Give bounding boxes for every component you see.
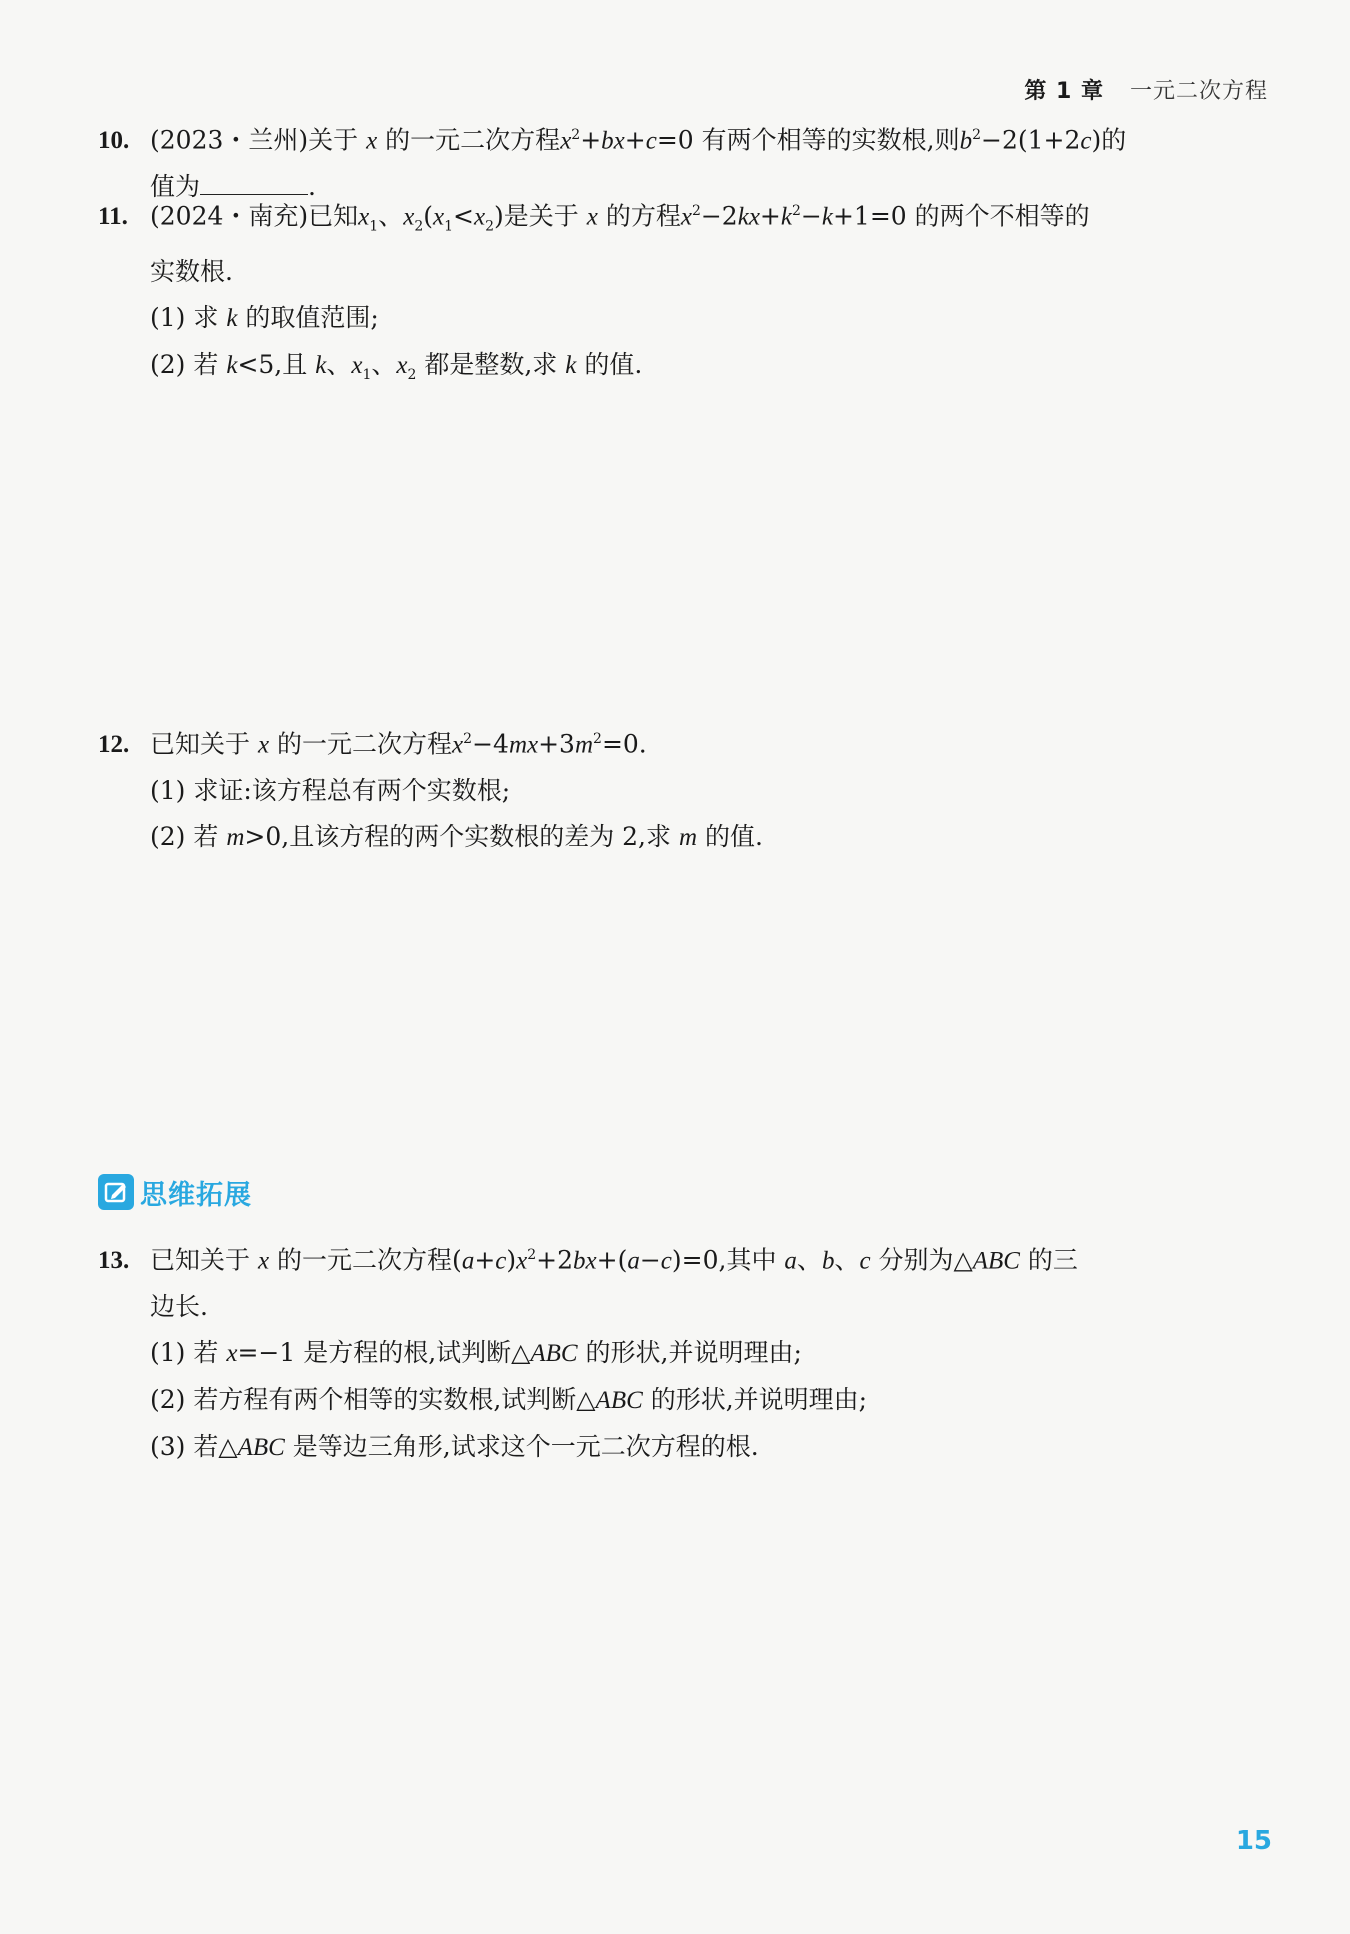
q11-text: 已知 [308,201,359,231]
q12-text: 的值. [704,822,763,852]
q10-source: (2023・兰州) [150,125,309,155]
q12-part1: (1) 求证:该方程总有两个实数根; [150,776,511,806]
q12-text: 已知关于 [150,729,251,759]
q11-text: 是关于 [503,201,579,231]
page-header [1024,74,1268,105]
q13-text: 已知关于 [150,1245,251,1275]
q13-part3: (3) 若△ABC 是等边三角形,试求这个一元二次方程的根. [150,1432,759,1462]
q13-text: 的形状,并说明理由; [585,1338,802,1368]
q12-part2: (2) 若 m>0,且该方程的两个实数根的差为 2,求 m 的值. [150,822,763,852]
q10-text: 有两个相等的实数根,则 [701,125,960,155]
q11-number: 11. [98,203,128,231]
q10-text: 的一元二次方程 [385,125,561,155]
q13-text: 的三 [1027,1245,1078,1275]
q11-source: (2024・南充) [150,201,309,231]
q13-text: 是方程的根,试判断△ [303,1338,531,1368]
q13-line1: 13. 已知关于 x 的一元二次方程$(a+c)x^2+2bx+(a-c)=0$,其中 a、b、c 分别为△ABC 的三 [98,1232,1268,1284]
q11-text: ,且 [274,350,308,380]
q11-part2: (2) 若 k<5,且 k、$x_1$、$x_2$ 都是整数,求 k 的值. [150,350,643,384]
q11-text: 的值. [584,350,643,380]
q12-number: 12. [98,731,130,759]
q13-part2: (2) 若方程有两个相等的实数根,试判断△ABC 的形状,并说明理由; [150,1385,868,1415]
q13-text: 分别为△ [878,1245,973,1275]
q13-text: ,其中 [718,1245,777,1275]
chapter-label: 第 1 章 [1024,79,1104,104]
question-12 [98,716,1268,861]
q13-line2: 边长. [150,1292,208,1322]
q13-text: (2) 若方程有两个相等的实数根,试判断△ [150,1385,596,1415]
q13-text: 的形状,并说明理由; [650,1385,868,1415]
q12-text: . [638,729,647,759]
q12-text: 的一元二次方程 [277,729,453,759]
chapter-title: 一元二次方程 [1129,79,1268,104]
section-title: 思维拓展 [140,1179,252,1211]
q10-number: 10. [98,127,130,155]
q11-line2: 实数根. [150,257,233,287]
q11-text: (2) 若 [150,350,219,380]
q13-part1: (1) 若 x=−1 是方程的根,试判断△ABC 的形状,并说明理由; [150,1338,802,1368]
q12-line1: 12. 已知关于 x 的一元二次方程$x^2-4mx+3m^2=0$. [98,716,1268,768]
q13-text: (1) 若 [150,1338,219,1368]
question-13 [98,1232,1268,1471]
q10-text: 关于 [308,125,359,155]
q13-text: (3) 若△ [150,1432,238,1462]
q10-text: 值为 [150,172,201,202]
q11-text: 的两个不相等的 [914,201,1090,231]
q13-text: 是等边三角形,试求这个一元二次方程的根. [292,1432,759,1462]
section-header [98,1172,252,1212]
q11-line1: 11. (2024・南充)已知$x_1$、$x_2(x_1<x_2)$是关于 x 的方程$x^2-2kx+k^2-k+1=0$ 的两个不相等的 [98,188,1268,249]
pencil-icon [98,1174,134,1210]
q10-text: 的 [1101,125,1127,155]
q13-number: 13. [98,1247,130,1275]
q11-part1: (1) 求 k 的取值范围; [150,303,379,333]
q11-text: (1) 求 [150,303,219,333]
q12-text: ,且该方程的两个实数根的差为 2,求 [281,822,671,852]
q13-text: 的一元二次方程 [277,1245,453,1275]
q10-text: . [308,172,316,202]
page-number: 15 [1235,1826,1272,1856]
q10-line1: 10. (2023・兰州)关于 x 的一元二次方程$x^2+bx+c=0$ 有两个相等的实数根,则$b^2-2(1+2c)$的 [98,112,1268,164]
q12-text: (2) 若 [150,822,219,852]
q11-text: 都是整数,求 [424,350,558,380]
q11-text: 的取值范围; [245,303,379,333]
question-11 [98,188,1268,398]
q11-text: 的方程 [605,201,681,231]
